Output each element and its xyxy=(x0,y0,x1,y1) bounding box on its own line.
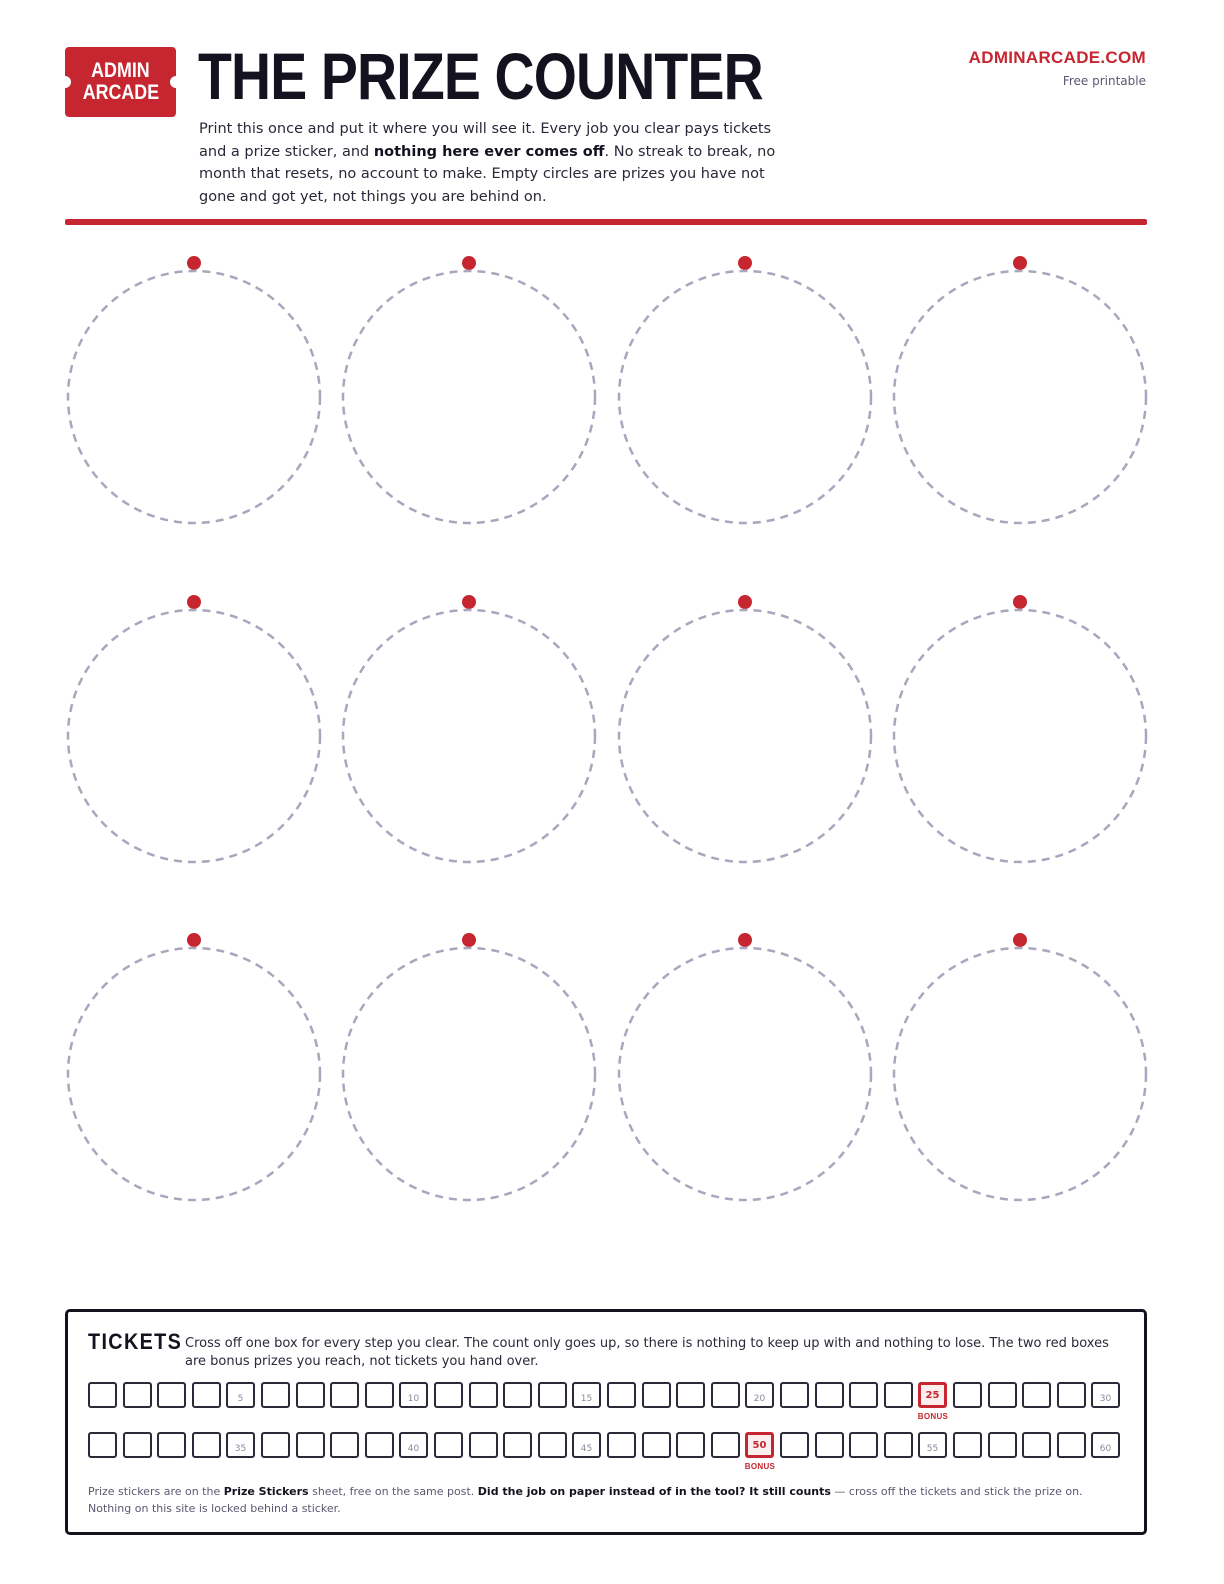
empty-prize-circle xyxy=(891,945,1149,1203)
dashed-outline xyxy=(619,610,871,862)
ticket-box xyxy=(469,1382,498,1408)
bonus-ticket-box: 50 xyxy=(745,1432,774,1458)
header-divider xyxy=(65,219,1147,225)
footnote-text-1: Prize stickers are on the xyxy=(88,1485,224,1498)
ticket-box xyxy=(296,1382,325,1408)
ticket-box xyxy=(157,1432,186,1458)
prize-slot xyxy=(65,933,325,1223)
prize-slot xyxy=(616,933,876,1223)
ticket-box xyxy=(538,1382,567,1408)
dashed-outline xyxy=(894,271,1146,523)
ticket-box xyxy=(469,1432,498,1458)
ticket-box xyxy=(365,1432,394,1458)
intro-text-1: Print this once and put it where you will see it. Every job you clear pays tickets and a prize sticker, and xyxy=(199,121,772,160)
dashed-outline xyxy=(343,610,595,862)
dashed-outline xyxy=(343,948,595,1200)
ticket-box: 55 xyxy=(918,1432,947,1458)
prize-slot xyxy=(891,933,1151,1223)
empty-prize-circle xyxy=(891,607,1149,865)
prize-slot xyxy=(616,595,876,885)
tickets-heading: TICKETS xyxy=(88,1329,183,1354)
prize-slot xyxy=(65,595,325,885)
ticket-box xyxy=(1022,1432,1051,1458)
ticket-box xyxy=(503,1432,532,1458)
ticket-box: 30 xyxy=(1091,1382,1120,1408)
empty-prize-circle xyxy=(340,268,598,526)
ticket-box xyxy=(1057,1382,1086,1408)
footnote-emphasis-1: Prize Stickers xyxy=(223,1485,309,1498)
empty-prize-circle xyxy=(65,268,323,526)
bonus-ticket-box: 25 xyxy=(918,1382,947,1408)
empty-prize-circle xyxy=(340,945,598,1203)
ticket-box xyxy=(192,1382,221,1408)
prize-slot xyxy=(891,595,1151,885)
ticket-box xyxy=(607,1382,636,1408)
ticket-box xyxy=(365,1382,394,1408)
ticket-box: 20 xyxy=(745,1382,774,1408)
empty-prize-circle xyxy=(616,268,874,526)
empty-prize-circle xyxy=(65,945,323,1203)
prize-slot xyxy=(340,933,600,1223)
ticket-box xyxy=(780,1432,809,1458)
ticket-box xyxy=(815,1382,844,1408)
dashed-outline xyxy=(68,271,320,523)
ticket-box xyxy=(296,1432,325,1458)
ticket-box: 35 xyxy=(226,1432,255,1458)
ticket-box xyxy=(261,1382,290,1408)
ticket-box xyxy=(434,1432,463,1458)
ticket-box xyxy=(988,1432,1017,1458)
ticket-box xyxy=(884,1382,913,1408)
dashed-outline xyxy=(894,610,1146,862)
dashed-outline xyxy=(619,948,871,1200)
ticket-box xyxy=(815,1432,844,1458)
ticket-box xyxy=(88,1432,117,1458)
ticket-box: 60 xyxy=(1091,1432,1120,1458)
ticket-box: 15 xyxy=(572,1382,601,1408)
ticket-box xyxy=(123,1432,152,1458)
page-title: THE PRIZE COUNTER xyxy=(198,39,763,113)
ticket-box xyxy=(711,1382,740,1408)
tickets-panel xyxy=(65,1309,1147,1535)
ticket-box xyxy=(434,1382,463,1408)
intro-emphasis: nothing here ever comes off xyxy=(373,143,605,160)
ticket-box xyxy=(849,1432,878,1458)
ticket-box: 10 xyxy=(399,1382,428,1408)
ticket-box xyxy=(123,1382,152,1408)
prize-slot xyxy=(340,256,600,546)
ticket-box xyxy=(642,1432,671,1458)
bonus-label: BONUS xyxy=(744,1462,776,1471)
logo-line-2: ARCADE xyxy=(82,81,159,104)
dashed-outline xyxy=(894,948,1146,1200)
ticket-box xyxy=(988,1382,1017,1408)
ticket-box xyxy=(1022,1382,1051,1408)
ticket-box xyxy=(88,1382,117,1408)
ticket-box xyxy=(953,1382,982,1408)
ticket-box xyxy=(192,1432,221,1458)
dashed-outline xyxy=(343,271,595,523)
tickets-footnote xyxy=(88,1483,1128,1517)
prize-slot xyxy=(891,256,1151,546)
ticket-box: 5 xyxy=(226,1382,255,1408)
ticket-box xyxy=(503,1382,532,1408)
empty-prize-circle xyxy=(616,607,874,865)
logo-line-1: ADMIN xyxy=(91,59,150,82)
prize-slot xyxy=(340,595,600,885)
ticket-box xyxy=(676,1382,705,1408)
dashed-outline xyxy=(619,271,871,523)
bonus-label: BONUS xyxy=(917,1412,949,1421)
ticket-notch-left xyxy=(59,76,71,88)
ticket-box xyxy=(607,1432,636,1458)
dashed-outline xyxy=(68,948,320,1200)
intro-paragraph xyxy=(199,118,799,208)
admin-arcade-logo xyxy=(65,47,176,117)
footnote-text-3: — cross off the tickets and stick the prize on. Nothing on this site is locked behind a sticker. xyxy=(88,1485,1083,1515)
empty-prize-circle xyxy=(340,607,598,865)
ticket-box xyxy=(538,1432,567,1458)
ticket-box xyxy=(676,1432,705,1458)
empty-prize-circle xyxy=(616,945,874,1203)
ticket-box xyxy=(157,1382,186,1408)
site-url: ADMINARCADE.COM xyxy=(968,48,1146,67)
ticket-notch-right xyxy=(170,76,182,88)
ticket-box xyxy=(849,1382,878,1408)
tickets-description: Cross off one box for every step you clear. The count only goes up, so there is nothing to keep up with and nothing to lose. The two red boxes are bonus prizes you reach, not tickets you hand over. xyxy=(185,1336,1109,1369)
ticket-box xyxy=(330,1432,359,1458)
ticket-box xyxy=(261,1432,290,1458)
ticket-box xyxy=(884,1432,913,1458)
ticket-box xyxy=(1057,1432,1086,1458)
ticket-box xyxy=(780,1382,809,1408)
intro-text-2: . No streak to break, no month that resets, no account to make. Empty circles are prizes you have not gone and got yet, not things you are behind on. xyxy=(199,143,776,205)
prize-slot xyxy=(65,256,325,546)
prize-slot xyxy=(616,256,876,546)
footnote-text-2: sheet, free on the same post. xyxy=(308,1485,478,1498)
site-tagline: Free printable xyxy=(1062,74,1146,88)
ticket-box: 40 xyxy=(399,1432,428,1458)
dashed-outline xyxy=(68,610,320,862)
ticket-box: 45 xyxy=(572,1432,601,1458)
empty-prize-circle xyxy=(891,268,1149,526)
ticket-box xyxy=(330,1382,359,1408)
ticket-box xyxy=(711,1432,740,1458)
empty-prize-circle xyxy=(65,607,323,865)
footnote-emphasis-2: Did the job on paper instead of in the tool? It still counts xyxy=(477,1485,831,1498)
ticket-box xyxy=(642,1382,671,1408)
ticket-box xyxy=(953,1432,982,1458)
